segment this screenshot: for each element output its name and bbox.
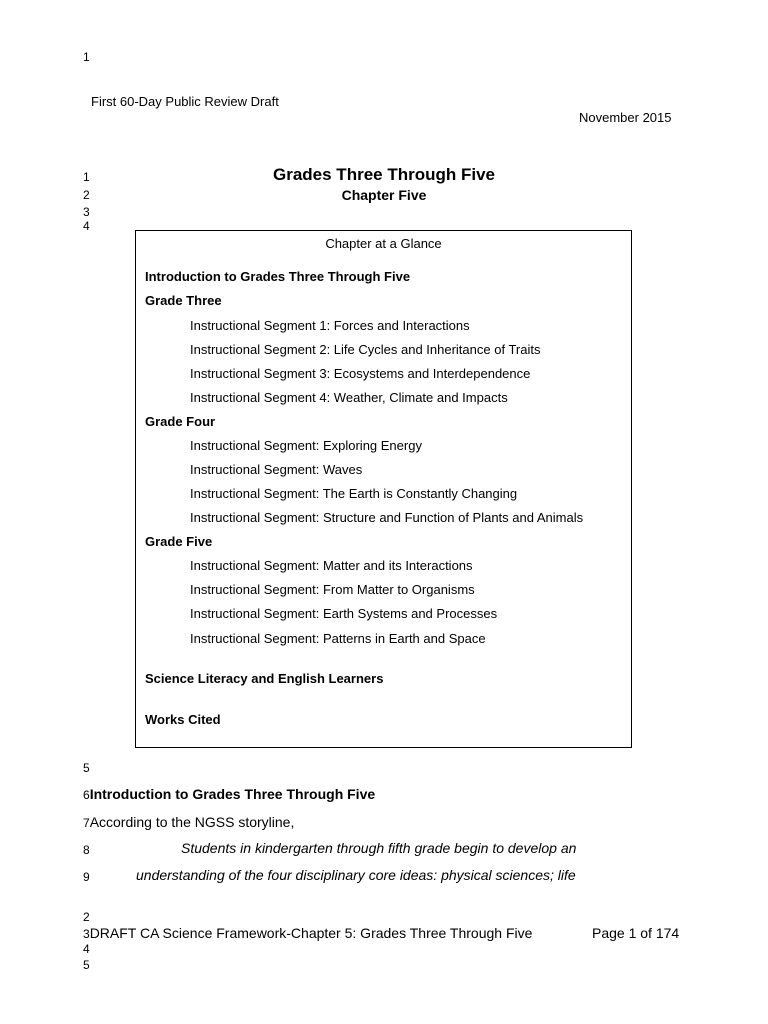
footer-line [83,925,532,943]
line-number: 4 [83,942,90,956]
glance-intro: Introduction to Grades Three Through Five [145,269,411,284]
glance-heading: Chapter at a Glance [325,236,442,251]
line-number: 2 [83,910,90,924]
grade-four-segment: Instructional Segment: Exploring Energy [190,438,422,453]
grade-five-segment: Instructional Segment: Patterns in Earth and Space [190,631,486,646]
grade-five-segment: Instructional Segment: From Matter to Organisms [190,582,475,597]
line-number: 4 [83,219,90,233]
body-line [83,814,294,832]
body-text: According to the NGSS storyline, [89,814,295,830]
line-number: 2 [83,188,90,202]
chapter-subtitle: Chapter Five [341,187,427,203]
line-number: 9 [83,870,90,884]
footer-title: DRAFT CA Science Framework-Chapter 5: Grades Three Through Five [89,925,533,941]
grade-three-segment: Instructional Segment 3: Ecosystems and Interdependence [190,366,531,381]
grade-five-segment: Instructional Segment: Matter and its Interactions [190,558,473,573]
grade-three-segment: Instructional Segment 1: Forces and Interactions [190,318,470,333]
line-number: 8 [83,843,90,857]
grade-three-segment: Instructional Segment 4: Weather, Climate and Impacts [190,390,508,405]
grade-three-segment: Instructional Segment 2: Life Cycles and Inheritance of Traits [190,342,541,357]
quote-text: understanding of the four disciplinary core ideas: physical sciences; life [136,867,576,883]
science-literacy-heading: Science Literacy and English Learners [145,671,384,686]
line-number: 3 [83,205,90,219]
grade-three-label: Grade Three [145,293,222,308]
page-number: Page 1 of 174 [592,925,680,941]
grade-five-segment: Instructional Segment: Earth Systems and Processes [190,606,498,621]
works-cited-heading: Works Cited [145,712,221,727]
line-number: 1 [83,50,90,64]
header-left: First 60-Day Public Review Draft [91,94,279,109]
grade-four-segment: Instructional Segment: The Earth is Constantly Changing [190,486,518,501]
body-heading-line [83,786,375,804]
chapter-at-a-glance-box [135,230,632,748]
line-number: 7 [83,816,90,830]
header-date: November 2015 [579,110,672,125]
line-number: 5 [83,958,90,972]
line-number: 5 [83,761,90,775]
grade-four-segment: Instructional Segment: Structure and Function of Plants and Animals [190,510,584,525]
page-title: Grades Three Through Five [273,165,495,184]
line-number: 3 [83,927,90,941]
grade-four-label: Grade Four [145,414,216,429]
grade-four-segment: Instructional Segment: Waves [190,462,363,477]
quote-text: Students in kindergarten through fifth grade begin to develop an [181,840,577,856]
grade-five-label: Grade Five [145,534,213,549]
line-number: 6 [83,788,90,802]
line-number: 1 [83,170,90,184]
section-heading: Introduction to Grades Three Through Five [89,786,376,802]
